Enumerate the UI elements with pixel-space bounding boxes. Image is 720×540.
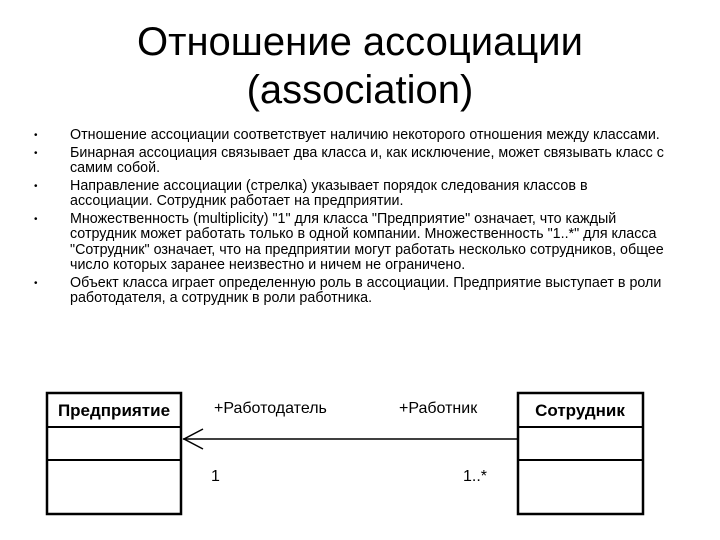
class-box-employee	[518, 393, 643, 514]
bullet-item	[30, 128, 670, 144]
title-line-1: Отношение ассоциации	[137, 20, 583, 64]
multiplicity-enterprise: 1	[211, 468, 220, 485]
bullet-item	[30, 179, 670, 210]
bullet-icon: •	[34, 147, 38, 159]
bullet-text: Отношение ассоциации соответствует наличию некоторого отношения между классами.	[70, 127, 660, 143]
bullet-item	[30, 146, 670, 177]
class-name-enterprise: Предприятие	[57, 401, 171, 420]
multiplicity-employee: 1..*	[463, 468, 488, 485]
role-employer: +Работодатель	[214, 400, 327, 417]
bullet-icon: •	[34, 277, 38, 289]
bullet-text: Объект класса играет определенную роль в ассоциации. Предприятие выступает в роли работодателя, а сотрудник в роли работника.	[70, 274, 662, 306]
bullet-icon: •	[34, 130, 38, 141]
bullet-text: Множественность (multiplicity) "1" для класса "Предприятие" означает, что каждый сотрудник может работать только в одной компании. Множественность "1..*" для класса "Сотрудник" означает, что на предприятии могут работать несколько сотрудников, общее число которых заранее неизвестно и ничем не ограничено.	[70, 210, 664, 273]
bullet-icon: •	[34, 213, 38, 225]
bullet-text: Бинарная ассоциация связывает два класса и, как исключение, может связывать класс с самим собой.	[70, 144, 664, 176]
role-worker: +Работник	[399, 400, 478, 417]
association-arrow	[183, 429, 518, 449]
bullet-item	[30, 276, 670, 307]
uml-association-diagram	[0, 380, 720, 530]
bullet-item	[30, 212, 670, 274]
slide-title	[60, 18, 660, 114]
class-box-enterprise	[47, 393, 181, 514]
bullet-text: Направление ассоциации (стрелка) указывает порядок следования классов в ассоциации. Сотрудник работает на предприятии.	[70, 177, 588, 209]
class-name-employee: Сотрудник	[535, 401, 625, 420]
bullet-list	[30, 128, 670, 309]
bullet-icon: •	[34, 180, 38, 192]
title-line-2: (association)	[246, 68, 474, 112]
